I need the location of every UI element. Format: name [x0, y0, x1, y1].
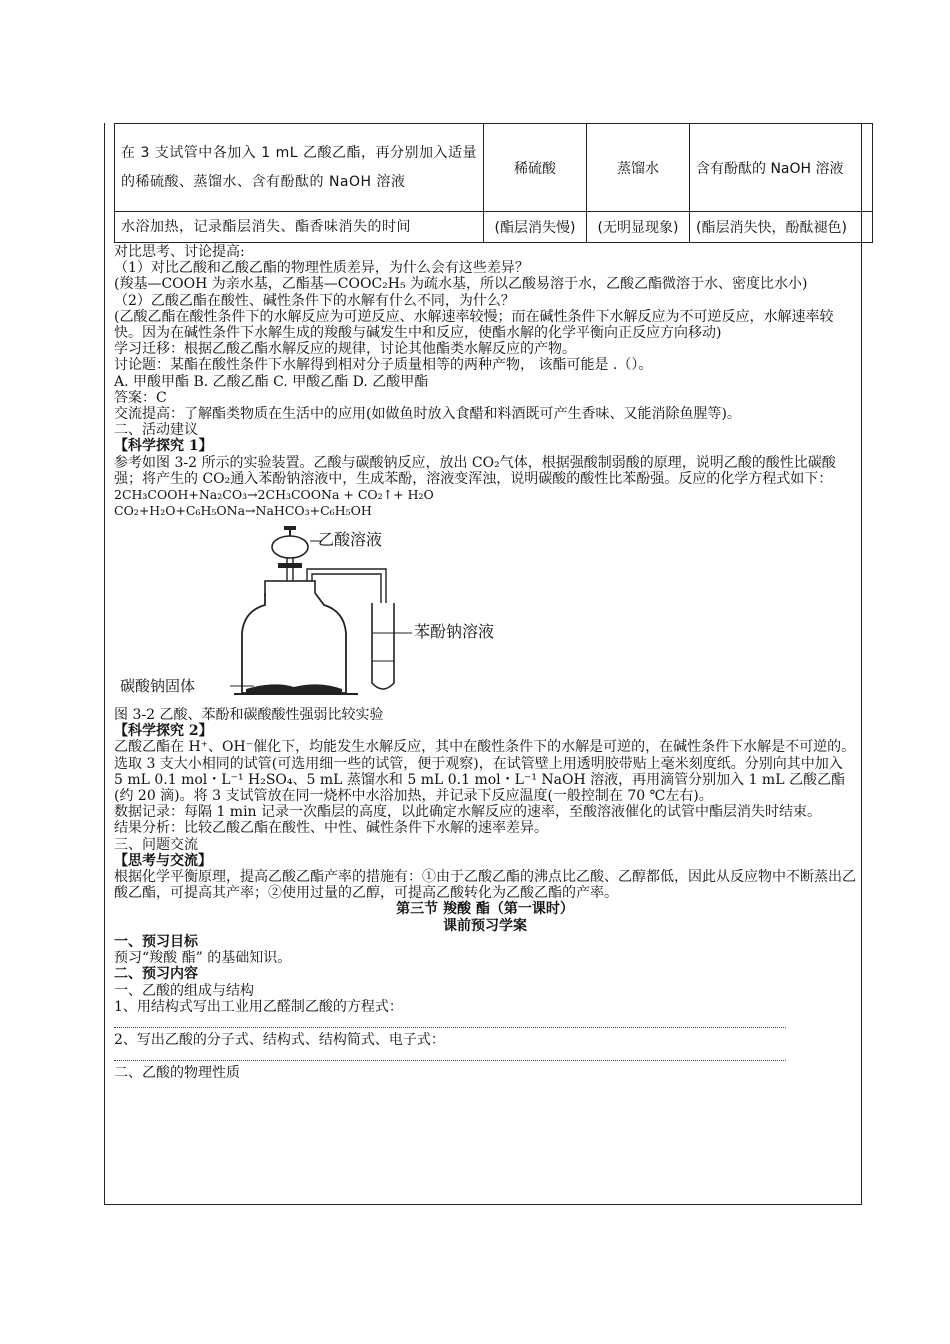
- text-line: 选取 3 支大小相同的试管(可选用细一些的试管，便于观察)，在试管壁上用透明胶带贴上毫米刻度纸。分别向其中加入 5 mL 0.1 mol・L⁻¹ H₂SO₄、5 mL 蒸馏水和 5 mL 0.1 mol・L⁻¹ NaOH 溶液，再用滴管分别加入 1 mL 乙酸乙酯(约 20 滴)。将 3 支试管放在同一烧杯中水浴加热，并记录下反应温度(一般控制在 70 ℃左右)。: [114, 755, 845, 805]
- apparatus-figure: [114, 523, 554, 705]
- label-phenol: 苯酚钠溶液: [414, 622, 495, 642]
- table-cell: (无明显现象): [587, 212, 690, 243]
- answer-line: [114, 1017, 786, 1028]
- figure-caption: 图 3-2 乙酸、苯酚和碳酸酸性强弱比较实验: [114, 707, 384, 724]
- text-line: 一、乙酸的组成与结构: [114, 982, 254, 999]
- table-cell: 稀硫酸: [484, 124, 587, 212]
- text-line: (乙酸乙酯在酸性条件下的水解反应为可逆反应、水解速率较慢；而在碱性条件下水解反应为不可逆反应，水解速率较快。因为在碱性条件下水解生成的羧酸与碱发生中和反应，使酯水解的化学平衡向正反应方向移动): [114, 308, 834, 342]
- table-cell: (酯层消失慢): [484, 212, 587, 243]
- table-cell-procedure: 水浴加热，记录酯层消失、酯香味消失的时间: [115, 212, 484, 243]
- table-row: [115, 124, 873, 212]
- text-line: 【科学探究 2】: [114, 723, 213, 740]
- question: 2、写出乙酸的分子式、结构式、结构简式、电子式：: [114, 1031, 445, 1048]
- text-line: 【科学探究 1】: [114, 438, 213, 455]
- experiment-table: [114, 123, 873, 243]
- text-line: 答案：C: [114, 389, 167, 406]
- main-content: [114, 244, 856, 1081]
- table-cell-procedure: 在 3 支试管中各加入 1 mL 乙酸乙酯，再分别加入适量的稀硫酸、蒸馏水、含有酚酞的 NaOH 溶液: [115, 124, 484, 212]
- text-line: 参考如图 3-2 所示的实验装置。乙酸与碳酸钠反应，放出 CO₂气体，根据强酸制弱酸的原理，说明乙酸的酸性比碳酸强；将产生的 CO₂通入苯酚钠溶液中，生成苯酚，溶液变浑浊，说明碳酸的酸性比苯酚强。反应的化学方程式如下：: [114, 454, 836, 487]
- text-line: 数据记录：每隔 1 min 记录一次酯层的高度，以此确定水解反应的速率，至酸溶液催化的试管中酯层消失时结束。: [114, 804, 822, 821]
- table-row: [115, 212, 873, 243]
- section-title: 第三节 羧酸 酯（第一课时）: [396, 901, 574, 918]
- question: 1、用结构式写出工业用乙醛制乙酸的方程式：: [114, 998, 403, 1015]
- label-solid: 碳酸钠固体: [120, 677, 196, 696]
- text-line: 讨论题：某酯在酸性条件下水解得到相对分子质量相等的两种产物， 该酯可能是 .（）。: [114, 357, 653, 374]
- table-cell: (酯层消失快，酚酞褪色): [690, 212, 873, 243]
- text-line: 学习迁移：根据乙酸乙酯水解反应的规律，讨论其他酯类水解反应的产物。: [114, 341, 576, 358]
- equation: CO₂+H₂O+C₆H₅ONa→NaHCO₃+C₆H₅OH: [114, 503, 372, 519]
- text-line: (羧基—COOH 为亲水基，乙酯基—COOC₂H₅ 为疏水基，所以乙酸易溶于水，乙酸乙酯微溶于水、密度比水小): [114, 276, 808, 293]
- text-line: 二、活动建议: [114, 422, 198, 439]
- text-line: 交流提高：了解酯类物质在生活中的应用(如做鱼时放入食醋和料酒既可产生香味、又能消除鱼腥等)。: [114, 406, 741, 423]
- preview-heading: 二、预习内容: [114, 966, 198, 983]
- table-cell: 含有酚酞的 NaOH 溶液: [690, 124, 873, 212]
- text-line: 结果分析：比较乙酸乙酯在酸性、中性、碱性条件下水解的速率差异。: [114, 820, 548, 837]
- text-line: 二、乙酸的物理性质: [114, 1065, 240, 1082]
- text-line: 三、问题交流: [114, 836, 198, 853]
- equation: 2CH₃COOH+Na₂CO₃→2CH₃COONa + CO₂↑+ H₂O: [114, 487, 434, 503]
- text-line: （1）对比乙酸和乙酸乙酯的物理性质差异，为什么会有这些差异？: [114, 260, 529, 277]
- text-line: 根据化学平衡原理，提高乙酸乙酯产率的措施有：①由于乙酸乙酯的沸点比乙酸、乙醇都低，因此从反应物中不断蒸出乙酸乙酯，可提高其产率；②使用过量的乙醇，可提高乙酸转化为乙酸乙酯的产率。: [114, 869, 856, 902]
- text-line: 乙酸乙酯在 H⁺、OH⁻催化下，均能发生水解反应，其中在酸性条件下的水解是可逆的，在碱性条件下水解是不可逆的。: [114, 739, 856, 756]
- answer-line: [114, 1050, 786, 1061]
- text-line: A. 甲酸甲酯 B. 乙酸乙酯 C. 甲酸乙酯 D. 乙酸甲酯: [114, 373, 429, 390]
- preview-heading: 一、预习目标: [114, 933, 198, 950]
- text-line: 【思考与交流】: [114, 852, 212, 869]
- section-subtitle: 课前预习学案: [443, 917, 527, 934]
- label-acid: 乙酸溶液: [318, 530, 383, 550]
- table-cell: 蒸馏水: [587, 124, 690, 212]
- text-line: 对比思考、讨论提高:: [114, 244, 245, 260]
- text-line: 预习“羧酸 酯” 的基础知识。: [114, 950, 292, 967]
- text-line: （2）乙酸乙酯在酸性、碱性条件下的水解有什么不同，为什么？: [114, 292, 515, 309]
